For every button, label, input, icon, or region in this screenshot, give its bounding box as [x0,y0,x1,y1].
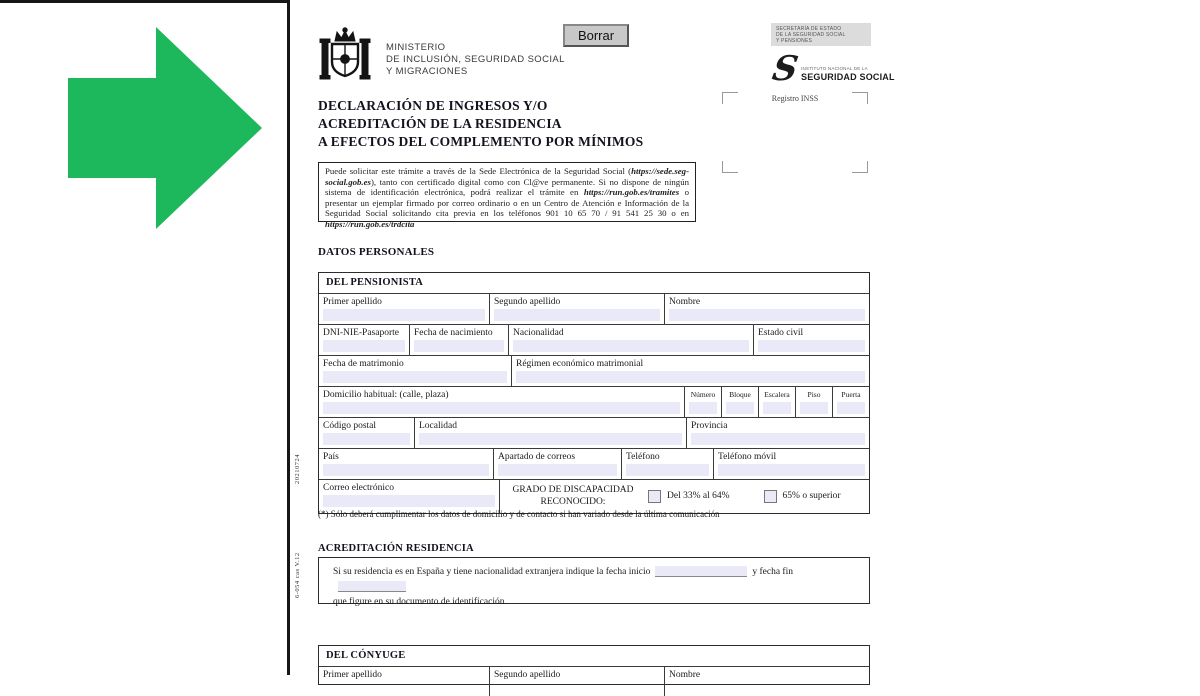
fecha-matrimonio-cell [319,356,511,386]
nombre-input[interactable] [669,309,865,321]
top-border-line [0,0,290,3]
table-row [319,448,869,479]
nombre-cell [664,294,869,324]
form-title-line-2: ACREDITACIÓN DE LA RESIDENCIA [318,116,562,131]
segundo-apellido-input[interactable] [494,309,660,321]
escalera-label: Escalera [764,390,790,399]
grado-line-2: RECONOCIDO: [540,497,606,507]
conyuge-primer-apellido-cell [319,667,489,696]
conyuge-header: DEL CÓNYUGE [326,650,406,661]
grado-line-1: GRADO DE DISCAPACIDAD [512,485,634,495]
ministry-line-1: MINISTERIO [386,42,446,53]
acreditacion-residencia-box [318,557,870,607]
fecha-nacimiento-input[interactable] [414,340,504,352]
apartado-correos-label: Apartado de correos [498,452,576,462]
seguridad-social-logo-icon [769,49,802,90]
nacionalidad-label: Nacionalidad [513,328,564,338]
regimen-input[interactable] [516,371,865,383]
form-version-code: 6-054 cas V.12 [294,552,301,598]
localidad-cell [414,418,686,448]
telefono-movil-cell [713,449,869,479]
table-row [319,324,869,355]
dni-input[interactable] [323,340,405,352]
table-row [319,386,869,417]
discapacidad-33-64-checkbox[interactable] [648,490,661,503]
codigo-postal-cell [319,418,414,448]
primer-apellido-input[interactable] [323,309,485,321]
fecha-nacimiento-cell [409,325,508,355]
localidad-label: Localidad [419,421,457,431]
nacionalidad-cell [508,325,753,355]
registro-inss-label: Registro INSS [771,94,819,103]
registro-inss-stamp-area [722,92,868,173]
fecha-inicio-input[interactable] [655,566,747,577]
ministry-line-2: DE INCLUSIÓN, SEGURIDAD SOCIAL [386,54,565,65]
secretaria-line-3: Y PENSIONES [776,38,813,44]
correo-input[interactable] [323,495,495,507]
conyuge-nombre-cell [664,667,869,696]
pais-label: País [323,452,339,462]
telefono-input[interactable] [626,464,709,476]
primer-apellido-cell [319,294,489,324]
online-procedure-notice: Puede solicitar este trámite a través de la Sede Electrónica de la Seguridad Social (https://sede.seg-social.gob.es), tanto con certificado digital como con Cl@ve permanente. Si no dispone de ningún sistema de identificación electrónica, podrá realizar el trámite en https://run.gob.es/tramites o presentar un ejemplar firmado por correo ordinario o en un Centro de Atención e Información de la Seguridad Social solicitando cita previa en los teléfonos 901 10 65 70 / 91 541 25 30 o en https://run.gob.es/trdcita [318,162,696,222]
domicilio-cell [319,387,684,417]
table-row [319,479,869,513]
table-row [319,666,869,696]
regimen-cell [511,356,869,386]
apartado-correos-input[interactable] [498,464,617,476]
provincia-cell [686,418,869,448]
nombre-label: Nombre [669,297,701,307]
stamp-corner-topleft [722,92,738,104]
conyuge-primer-apellido-label: Primer apellido [323,670,382,680]
correo-label: Correo electrónico [323,483,394,493]
conyuge-segundo-apellido-label: Segundo apellido [494,670,561,680]
puerta-label: Puerta [841,390,861,399]
bloque-cell [721,387,758,417]
fecha-matrimonio-input[interactable] [323,371,507,383]
acreditacion-residencia-heading: ACREDITACIÓN RESIDENCIA [318,543,474,554]
conyuge-table [318,645,870,685]
table-row [319,293,869,324]
nacionalidad-input[interactable] [513,340,749,352]
ministry-name [386,42,565,78]
codigo-postal-input[interactable] [323,433,410,445]
inss-logo-boldtext: SEGURIDAD SOCIAL [801,72,895,82]
fecha-matrimonio-label: Fecha de matrimonio [323,359,404,369]
residencia-text-3: que figure en su documento de identificación. [333,597,507,607]
ministry-line-3: Y MIGRACIONES [386,66,468,77]
bloque-label: Bloque [729,390,751,399]
domicilio-footnote: (*) Sólo deberá cumplimentar los datos de domicilio y de contacto si han variado desde la última comunicación [318,509,720,519]
table-row [319,417,869,448]
dni-label: DNI-NIE-Pasaporte [323,328,399,338]
numero-cell [684,387,721,417]
datos-personales-heading: DATOS PERSONALES [318,246,435,258]
form-title-line-3: A EFECTOS DEL COMPLEMENTO POR MÍNIMOS [318,134,644,149]
escalera-cell [758,387,795,417]
pensionista-table [318,272,870,514]
puerta-cell [832,387,869,417]
bloque-input[interactable] [726,402,754,414]
pensionista-header: DEL PENSIONISTA [326,277,424,288]
form-title [318,97,643,151]
discapacidad-65-checkbox[interactable] [764,490,777,503]
stamp-corner-topright [852,92,868,104]
piso-input[interactable] [800,402,828,414]
telefono-cell [621,449,713,479]
grado-discapacidad-label [504,484,642,508]
conyuge-segundo-apellido-cell [489,667,664,696]
green-right-arrow-icon [58,18,268,230]
telefono-movil-input[interactable] [718,464,865,476]
pais-input[interactable] [323,464,489,476]
inss-logo-smalltext: INSTITUTO NACIONAL DE LA [801,66,868,71]
stamp-corner-bottomleft [722,161,738,173]
segundo-apellido-label: Segundo apellido [494,297,561,307]
discapacidad-65-label: 65% o superior [782,491,841,501]
telefono-movil-label: Teléfono móvil [718,452,777,462]
numero-input[interactable] [689,402,717,414]
escalera-input[interactable] [763,402,791,414]
residencia-text-1: Si su residencia es en España y tiene nacionalidad extranjera indique la fecha inicio [333,567,651,577]
secretaria-line-2: DE LA SEGURIDAD SOCIAL [776,32,846,38]
localidad-input[interactable] [419,433,682,445]
domicilio-input[interactable] [323,402,680,414]
residencia-text-2: y fecha fin [752,567,793,577]
apartado-cell [493,449,621,479]
provincia-label: Provincia [691,421,728,431]
discapacidad-33-64-label: Del 33% al 64% [667,491,730,501]
segundo-apellido-cell [489,294,664,324]
table-row [319,355,869,386]
spain-coat-of-arms-icon [316,26,374,90]
provincia-input[interactable] [691,433,865,445]
secretaria-line-1: SECRETARÍA DE ESTADO [776,26,842,32]
puerta-input[interactable] [837,402,865,414]
piso-cell [795,387,832,417]
regimen-label: Régimen económico matrimonial [516,359,644,369]
estado-civil-label: Estado civil [758,328,804,338]
pais-cell [319,449,493,479]
fecha-fin-input[interactable] [338,581,406,592]
conyuge-nombre-label: Nombre [669,670,701,680]
primer-apellido-label: Primer apellido [323,297,382,307]
piso-label: Piso [807,390,821,399]
domicilio-label: Domicilio habitual: (calle, plaza) [323,390,449,400]
borrar-button[interactable]: Borrar [563,24,629,47]
stamp-corner-bottomright [852,161,868,173]
secretaria-de-estado-box [771,23,871,46]
codigo-postal-label: Código postal [323,421,377,431]
estado-civil-cell [753,325,869,355]
page-edge-line [287,0,290,675]
telefono-label: Teléfono [626,452,660,462]
fecha-nacimiento-label: Fecha de nacimiento [414,328,493,338]
estado-civil-input[interactable] [758,340,865,352]
numero-label: Número [690,390,716,399]
dni-cell [319,325,409,355]
form-title-line-1: DECLARACIÓN DE INGRESOS Y/O [318,98,548,113]
inss-s-glyph: S [769,49,802,89]
form-date-code: 20210724 [294,454,301,484]
